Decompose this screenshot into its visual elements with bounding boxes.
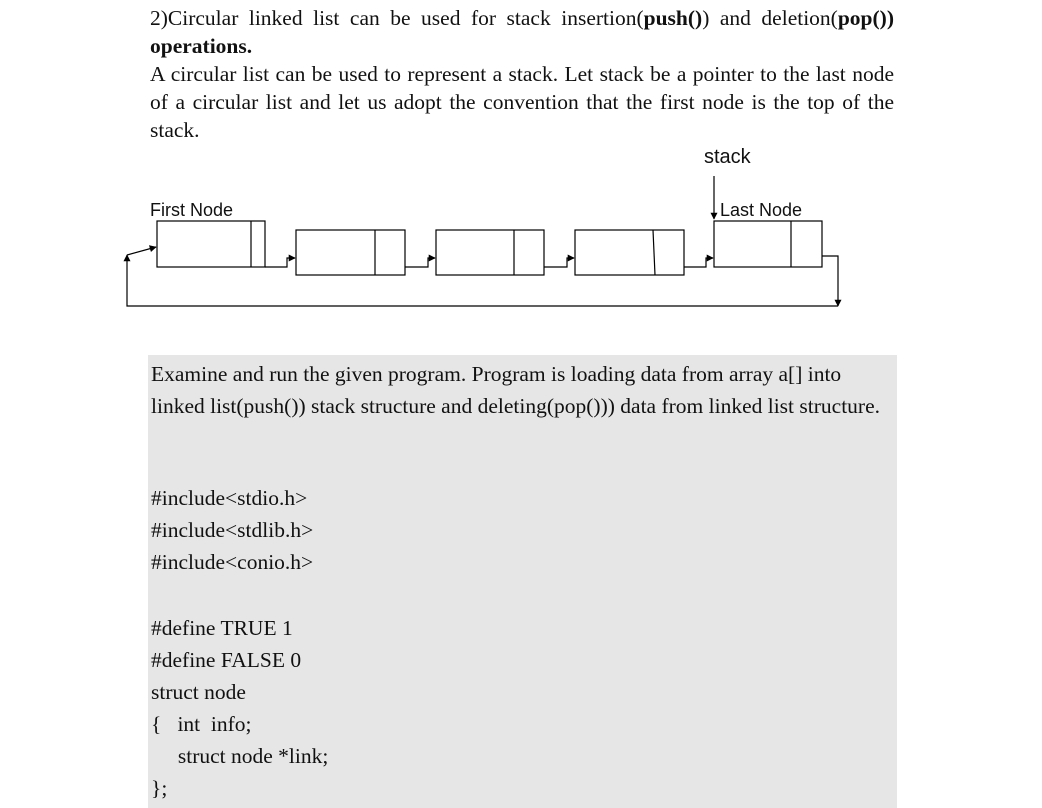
code-line: #include<stdio.h> (151, 486, 308, 510)
code-line: }; (151, 776, 168, 800)
code-line: #define TRUE 1 (151, 616, 293, 640)
list-node (436, 230, 544, 275)
list-node (157, 221, 265, 267)
link-arrow (265, 258, 295, 267)
first-node-label: First Node (150, 200, 234, 220)
heading-middle: ) and deletion( (702, 6, 838, 30)
wrap-around-link (127, 247, 156, 255)
circular-list-diagram (0, 0, 1042, 340)
code-line: struct node (151, 680, 246, 704)
link-arrow (405, 258, 435, 267)
code-line: #include<stdlib.h> (151, 518, 314, 542)
stack-pointer-label: stack (704, 146, 751, 168)
code-line: struct node *link; (151, 744, 329, 768)
list-node (714, 221, 822, 267)
link-arrow (544, 258, 574, 267)
heading-prefix: 2)Circular linked list can be used for stack insertion( (150, 6, 644, 30)
link-arrow (684, 258, 713, 267)
heading-push: push() (643, 6, 703, 30)
list-node (296, 230, 405, 275)
intro-paragraph: A circular list can be used to represent a stack. Let stack be a pointer to the last node of a circular list and let us adopt the convention that the first node is the top of the stack. (150, 62, 894, 142)
code-panel (148, 355, 897, 808)
heading-suffix: ) operations. (150, 6, 894, 58)
code-line: { int info; (151, 712, 252, 736)
heading-pop: pop() (837, 6, 887, 30)
list-node (575, 230, 684, 275)
last-node-label: Last Node (720, 200, 803, 220)
code-line: #define FALSE 0 (151, 648, 302, 672)
wrap-around-link (822, 256, 838, 306)
code-line: #include<conio.h> (151, 550, 314, 574)
code-panel-intro: Examine and run the given program. Program is loading data from array a[] into linked list(push()) stack structure and deleting(pop())) data from linked list structure. (151, 362, 880, 418)
